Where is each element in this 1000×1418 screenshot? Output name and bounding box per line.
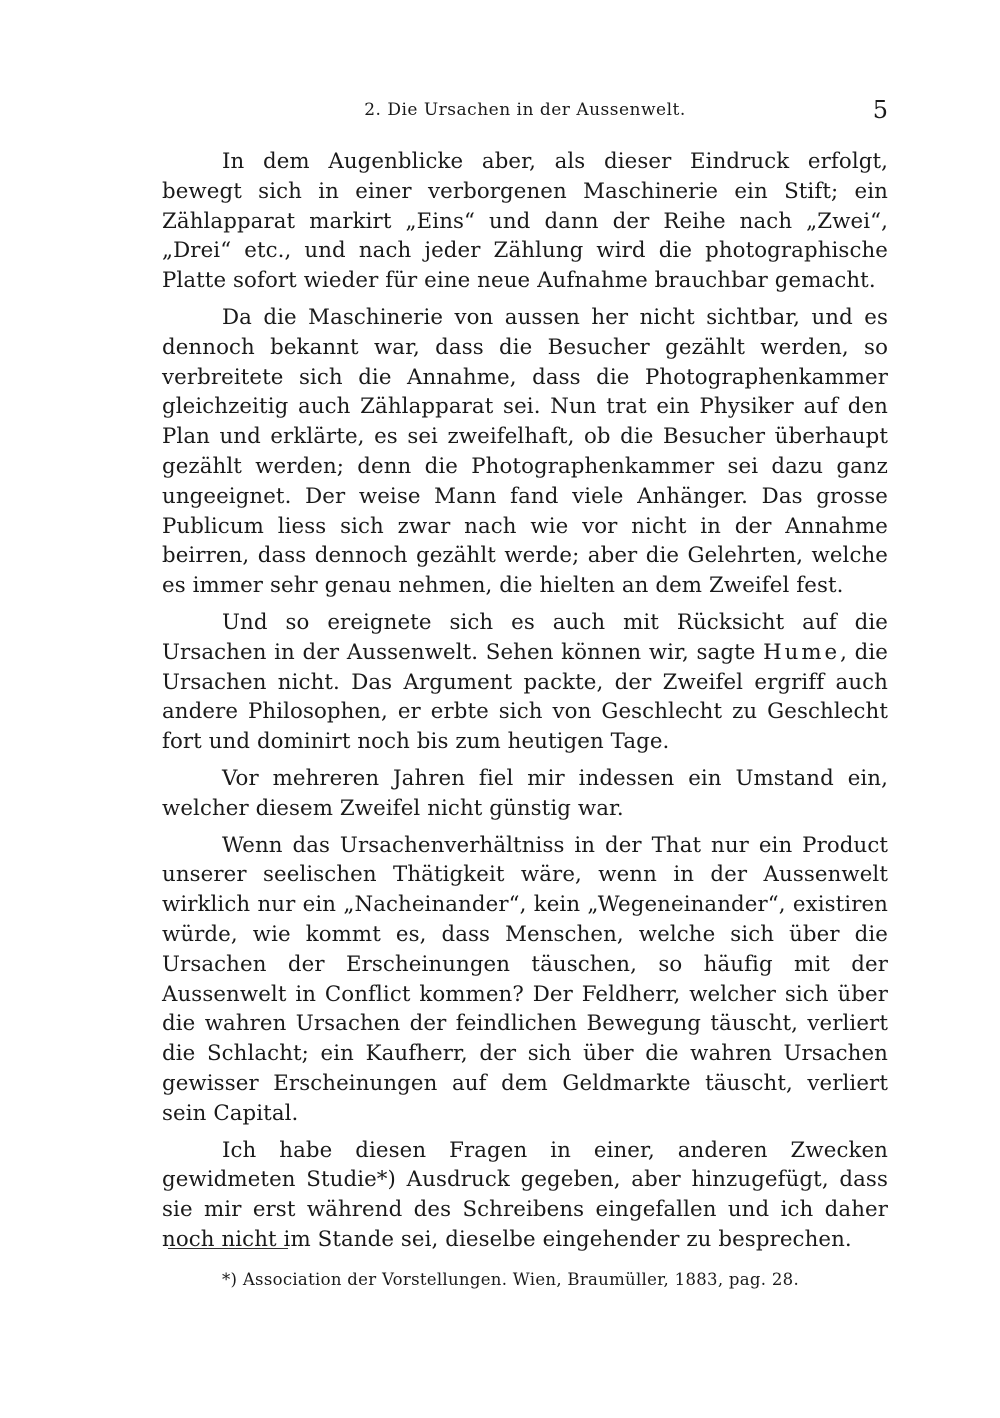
paragraph-2: Da die Maschinerie von aussen her nicht sichtbar, und es dennoch bekannt war, dass die Besucher gezählt werden, so verbreitete sich die Annahme, dass die Photographenkammer gleichzeitig auch Zählapparat sei. Nun trat ein Physiker auf den Plan und erklärte, es sei zweifelhaft, ob die Besucher überhaupt gezählt werden; denn die Photographenkammer sei dazu ganz ungeeignet. Der weise Mann fand viele Anhänger. Das grosse Publicum liess sich zwar nach wie vor nicht in der Annahme beirren, dass dennoch gezählt werde; aber die Gelehrten, welche es immer sehr genau nehmen, die hielten an dem Zweifel fest. — [162, 304, 888, 599]
body-text — [162, 147, 888, 1262]
author-name-hume: Hume — [763, 639, 841, 665]
paragraph-3-after: , die Ursachen nicht. Das Argument packte, der Zweifel ergriff auch andere Philosophen, er erbte sich von Geschlecht zu Geschlecht fort und dominirt noch bis zum heutigen Tage. — [162, 639, 888, 755]
paragraph-5: Wenn das Ursachenverhältniss in der That nur ein Product unserer seelischen Thätigkeit wäre, wenn in der Aussenwelt wirklich nur ein „Nacheinander“, kein „Wegeneinander“, existiren würde, wie kommt es, dass Menschen, welche sich über die Ursachen der Erscheinungen täuschen, so häufig mit der Aussenwelt in Conflict kommen? Der Feldherr, welcher sich über die wahren Ursachen der feindlichen Bewegung täuscht, verliert die Schlacht; ein Kaufherr, der sich über die wahren Ursachen gewisser Erscheinungen auf dem Geldmarkte täuscht, verliert sein Capital. — [162, 832, 888, 1126]
running-title: 2. Die Ursachen in der Aussenwelt. — [364, 100, 686, 120]
paragraph-3-before: Und so ereignete sich es auch mit Rücksicht auf die Ursachen in der Aussenwelt. Sehen können wir, sagte — [162, 609, 888, 665]
running-head — [162, 96, 888, 126]
footnote: *) Association der Vorstellungen. Wien, Braumüller, 1883, pag. 28. — [222, 1270, 800, 1289]
footnote-divider — [168, 1248, 288, 1249]
paragraph-3 — [162, 608, 888, 757]
paragraph-4: Vor mehreren Jahren fiel mir indessen ein Umstand ein, welcher diesem Zweifel nicht günstig war. — [162, 765, 888, 821]
page-number: 5 — [872, 96, 888, 124]
paragraph-1: In dem Augenblicke aber, als dieser Eindruck erfolgt, bewegt sich in einer verborgenen Maschinerie ein Stift; ein Zählapparat markirt „Eins“ und dann der Reihe nach „Zwei“, „Drei“ etc., und nach jeder Zählung wird die photographische Platte sofort wieder für eine neue Aufnahme brauchbar gemacht. — [162, 149, 888, 294]
paragraph-6: Ich habe diesen Fragen in einer, anderen Zwecken gewidmeten Studie*) Ausdruck gegeben, aber hinzugefügt, dass sie mir erst während des Schreibens eingefallen und ich daher noch nicht im Stande sei, dieselbe eingehender zu besprechen. — [162, 1137, 888, 1252]
